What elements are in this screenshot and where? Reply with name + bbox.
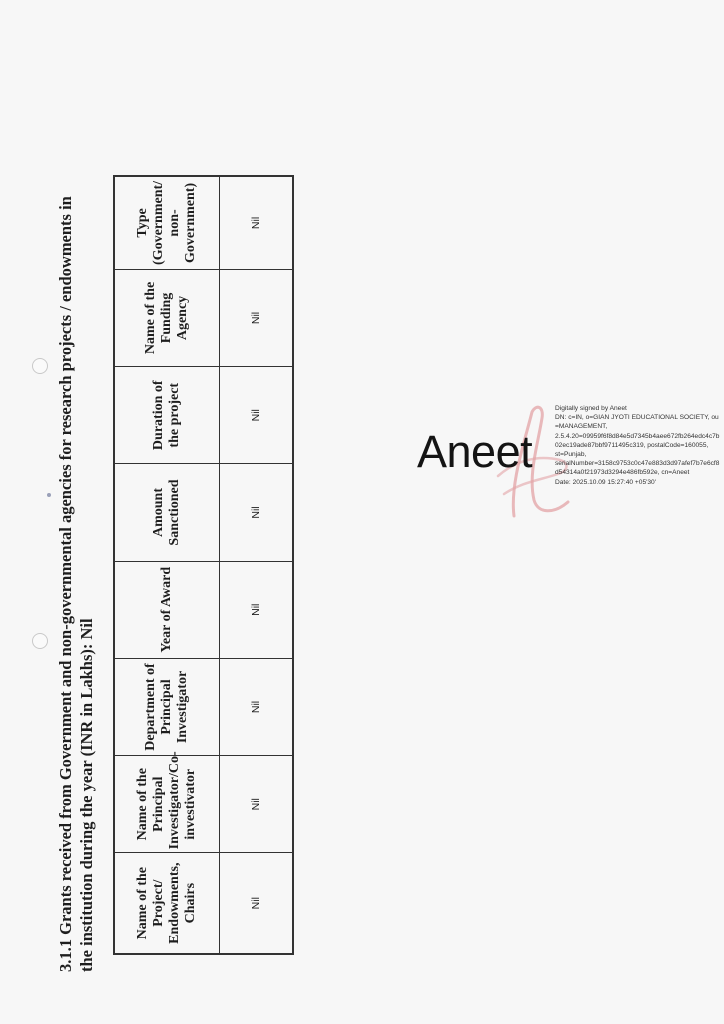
punch-hole-bottom <box>32 633 48 649</box>
signature-line: DN: c=IN, o=GIAN JYOTI EDUCATIONAL SOCIETY, ou=MANAGEMENT, <box>555 414 719 431</box>
table-cell: Nil <box>220 464 294 561</box>
table-cell: Nil <box>220 756 294 853</box>
signature-line: serialNumber=3158c9753c0c47e883d3d97afef7b7e6cf8d54314a0f21973d3294e486fb592e, cn=Aneet <box>555 460 720 477</box>
table-header-row <box>114 176 220 954</box>
col-header: Name of the Project/ Endowments, Chairs <box>114 853 220 954</box>
col-header: Name of the Funding Agency <box>114 269 220 366</box>
table-cell: Nil <box>220 561 294 658</box>
rotated-document <box>55 172 290 972</box>
signature-name: Aneet <box>417 426 533 477</box>
table-cell: Nil <box>220 269 294 366</box>
signature-line: 2.5.4.20=09959f6f8d84e5d7345b4aee672fb264edc4c7b02ec19ade87bbf9711495c319, postalCode=160055, <box>555 432 720 449</box>
grants-table <box>113 175 294 955</box>
col-header: Department of Principal Investigator <box>114 658 220 755</box>
table-cell: Nil <box>220 176 294 269</box>
table-cell: Nil <box>220 853 294 954</box>
signature-line: Digitally signed by Aneet <box>555 405 627 412</box>
col-header: Duration of the project <box>114 367 220 464</box>
table-cell: Nil <box>220 367 294 464</box>
section-heading: 3.1.1 Grants received from Government and non-governmental agencies for research projects / endowments in the institution during the year (INR in Lakhs): Nil <box>56 196 96 972</box>
col-header: Amount Sanctioned <box>114 464 220 561</box>
col-header: Type (Government/ non-Government) <box>114 176 220 269</box>
table-cell: Nil <box>220 658 294 755</box>
signature-line: st=Punjab, <box>555 451 587 459</box>
punch-hole-top <box>32 358 48 374</box>
table-row <box>220 176 294 954</box>
signature-details <box>555 404 720 487</box>
scan-speck <box>47 493 51 497</box>
col-header: Name of the Principal Investigator/Co-investivator <box>114 756 220 853</box>
col-header: Year of Award <box>114 561 220 658</box>
signature-line: Date: 2025.10.09 15:27:40 +05'30' <box>555 478 656 486</box>
